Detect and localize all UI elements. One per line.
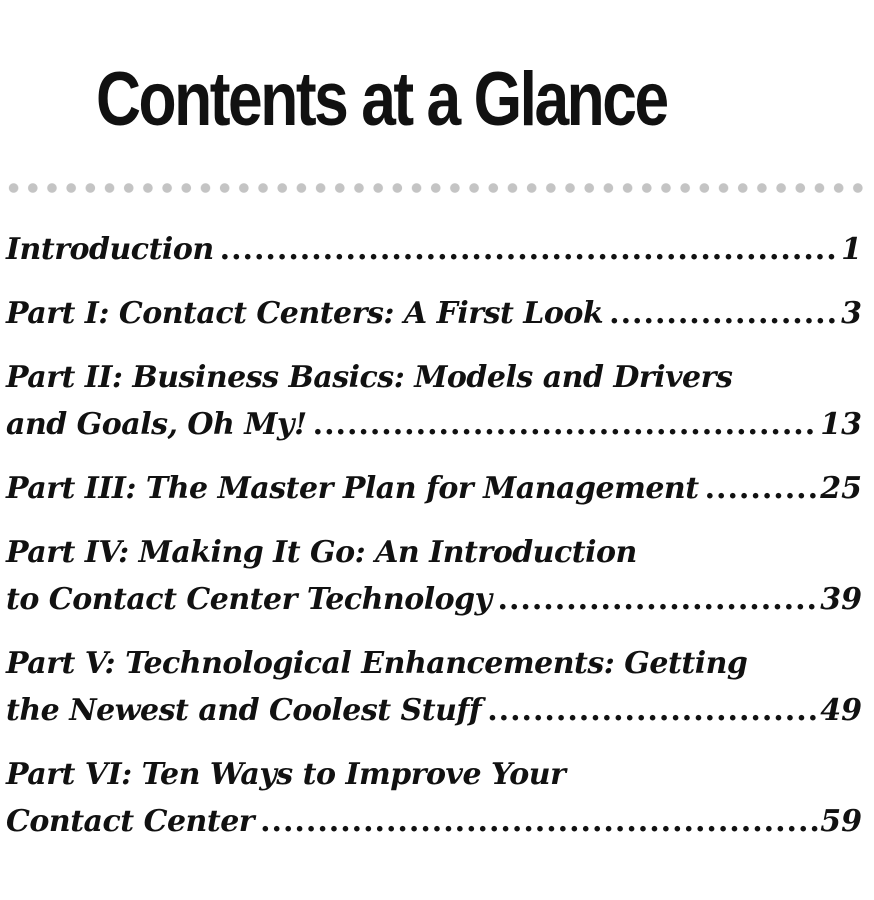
toc-entry-introduction[interactable] — [6, 226, 862, 273]
dot-leader — [609, 290, 839, 337]
toc-entry-title: Introduction — [6, 232, 214, 267]
toc-entry-line — [6, 465, 862, 512]
toc-entry-title: Part I: Contact Centers: A First Look — [6, 296, 604, 331]
toc-entry-title: the Newest and Coolest Stuff — [6, 693, 482, 728]
toc-page-number: 39 — [820, 582, 862, 617]
toc-entry-part-5[interactable] — [6, 640, 862, 734]
dotted-divider — [4, 181, 870, 195]
dot-leader — [220, 226, 839, 273]
toc-page-number: 25 — [820, 471, 862, 506]
toc-page-number: 1 — [841, 232, 862, 267]
toc-entry-part-1[interactable] — [6, 290, 862, 337]
dot-leader — [705, 465, 819, 512]
toc-page-number: 59 — [820, 804, 862, 839]
toc-entry-line — [6, 576, 862, 623]
toc-entry-line — [6, 401, 862, 448]
toc-entry-title-line: Part V: Technological Enhancements: Getting — [6, 646, 748, 681]
toc-entry-title: and Goals, Oh My! — [6, 407, 307, 442]
toc-page-number: 13 — [820, 407, 862, 442]
dot-leader — [487, 687, 818, 734]
dot-leader — [313, 401, 819, 448]
dot-leader — [260, 798, 818, 845]
toc-entry-part-4[interactable] — [6, 529, 862, 623]
toc-entry-title-line: Part IV: Making It Go: An Introduction — [6, 535, 637, 570]
toc-entry-title: Contact Center — [6, 804, 255, 839]
toc-entry-part-2[interactable] — [6, 354, 862, 448]
table-of-contents — [6, 226, 862, 845]
toc-entry-title: Part III: The Master Plan for Management — [6, 471, 699, 506]
toc-entry-title: to Contact Center Technology — [6, 582, 492, 617]
toc-page-number: 3 — [841, 296, 862, 331]
toc-entry-line — [6, 687, 862, 734]
toc-entry-title-line: Part VI: Ten Ways to Improve Your — [6, 757, 566, 792]
toc-entry-line — [6, 290, 862, 337]
toc-entry-part-3[interactable] — [6, 465, 862, 512]
toc-entry-line — [6, 798, 862, 845]
toc-entry-line — [6, 226, 862, 273]
toc-entry-part-6[interactable] — [6, 751, 862, 845]
page-title: Contents at a Glance — [96, 57, 667, 142]
toc-entry-title-line: Part II: Business Basics: Models and Drivers — [6, 360, 733, 395]
toc-page-number: 49 — [820, 693, 862, 728]
dot-leader — [498, 576, 819, 623]
